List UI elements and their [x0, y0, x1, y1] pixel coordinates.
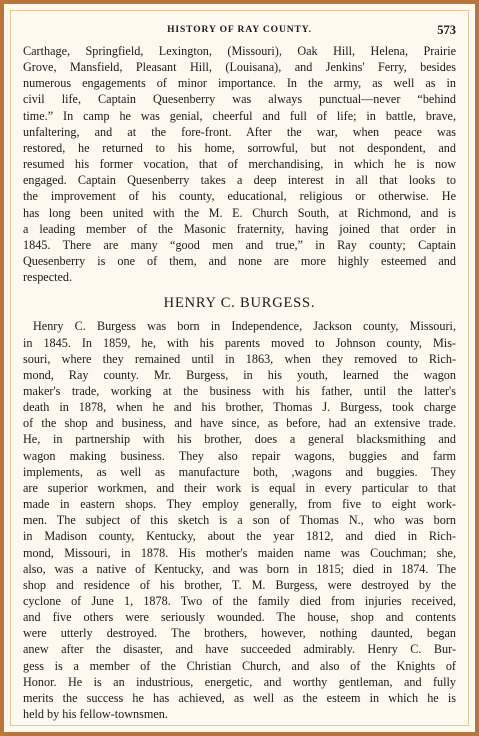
text-line: men. The subject of this sketch is a son of Thomas N., who was born — [23, 513, 456, 528]
text-line: numerous engagements of minor importance. In the army, as well as in — [23, 76, 456, 91]
text-line: of the shop and business, and have since, as before, had an extensive trade. — [23, 416, 456, 431]
text-line: unfaltering, and at the fore-front. After the war, when peace was — [23, 124, 456, 139]
book-page — [23, 23, 456, 722]
running-head: HISTORY OF RAY COUNTY. — [167, 25, 312, 35]
text-line: has long been united with the M. E. Church South, at Richmond, and is — [23, 205, 456, 220]
page-number: 573 — [437, 23, 456, 37]
text-line: held by his fellow-townsmen. — [23, 707, 168, 722]
section-heading: HENRY C. BURGESS. — [163, 295, 316, 312]
text-line: a leading member of the Masonic fraternity, having joined that order in — [23, 221, 456, 236]
text-line: 1845. There are many “good men and true,” in Ray county; Captain — [23, 237, 456, 252]
text-line: civil life, Captain Quesenberry was always punctual—never “behind — [23, 92, 456, 107]
text-line: merits the success he has achieved, as well as the esteem in which he is — [23, 690, 456, 705]
text-line: mond, Ray county. Mr. Burgess, in his youth, learned the wagon — [23, 367, 456, 382]
text-line: are superior workmen, and their work is equal in every particular to that — [23, 480, 456, 495]
text-line: respected. — [23, 270, 73, 285]
text-line: maker's trade, working at the business with his father, until the latter's — [23, 383, 456, 398]
text-line: cyclone of June 1, 1878. Two of the family died from injuries received, — [23, 594, 456, 608]
text-line: He, in partnership with his brother, does a general blacksmithing and — [23, 432, 456, 447]
text-line: time.” In camp he was genial, cheerful and full of life; in battle, brave, — [23, 108, 456, 123]
text-line: shop and residence of his brother, T. M. Burgess, were destroyed by the — [23, 577, 456, 592]
text-line: gess is a member of the Christian Church, and also of the Knights of — [23, 658, 456, 673]
paragraph-burgess — [23, 318, 456, 722]
text-line: mond, Missouri, in 1878. His mother's maiden name was Couchman; she, — [23, 545, 456, 560]
text-line: Carthage, Springfield, Lexington, (Missouri), Oak Hill, Helena, Prairie — [23, 44, 456, 58]
text-line: Quesenberry is one of them, and none are more highly esteemed and — [23, 254, 456, 269]
page-header — [23, 23, 456, 43]
text-line: made in eastern shops. They employ generally, from five to eight work- — [23, 497, 456, 512]
text-line: in 1845. In 1859, he, with his parents moved to Johnson county, Mis- — [23, 335, 456, 350]
text-line: anew after the disaster, and have succeeded admirably. Henry C. Bur- — [23, 642, 456, 657]
text-line: Grove, Mansfield, Pleasant Hill, (Louisana), and Jenkins' Ferry, besides — [23, 60, 456, 75]
text-line: souri, where they remained until in 1863, when they removed to Rich- — [23, 351, 456, 366]
text-line: Honor. He is an industrious, energetic, and worthy gentleman, and fully — [23, 674, 456, 689]
paragraph-quesenberry — [23, 43, 456, 285]
text-line: wagon making business. They also repair wagons, buggies and farm — [23, 448, 456, 463]
text-line: the improvement of his county, educational, religious or otherwise. He — [23, 189, 456, 204]
text-line: and five others were seriously wounded. The house, shop and contents — [23, 610, 456, 625]
text-line: also, was a native of Kentucky, and was born in 1815; died in 1874. The — [23, 561, 456, 576]
text-line: death in 1878, when he and his brother, Thomas J. Burgess, took charge — [23, 400, 456, 415]
text-line: engaged. Captain Quesenberry takes a deep interest in all that looks to — [23, 173, 456, 188]
text-line: were utterly destroyed. The brothers, however, nothing daunted, began — [23, 626, 456, 641]
text-line: resumed his former vocation, that of merchandising, in which he is now — [23, 157, 456, 172]
text-line: Henry C. Burgess was born in Independence, Jackson county, Missouri, — [33, 319, 456, 334]
text-line: in Madison county, Kentucky, about the year 1812, and died in Rich- — [23, 529, 456, 544]
text-line: implements, as well as manufacture both, ,wagons and buggies. They — [23, 464, 456, 479]
text-line: restored, he returned to his home, sorrowful, but not despondent, and — [23, 140, 456, 155]
